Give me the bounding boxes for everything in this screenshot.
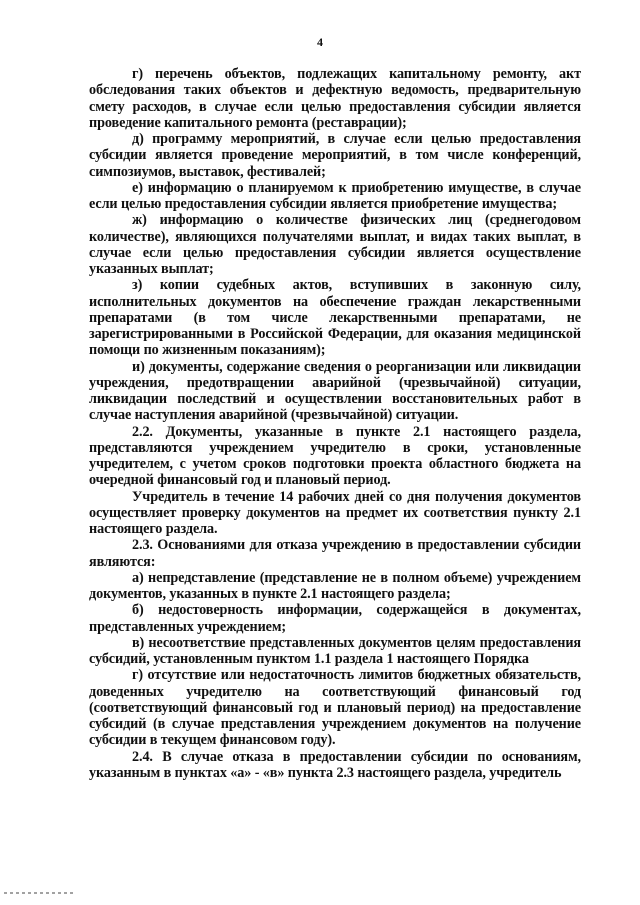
scan-artifact <box>4 892 74 894</box>
paragraph-g-repair-list: г) перечень объектов, подлежащих капитальному ремонту, акт обследования таких объектов и дефектную ведомость, предварительную смету расходов, в случае если целью предоставления субсидии является проведение капитального ремонта (реставрации); <box>89 66 581 131</box>
paragraph-zh-payments-info: ж) информацию о количестве физических лиц (среднегодовом количестве), являющихся получателями выплат, и видах таких выплат, в случае если целью предоставления субсидии является осуществление указанных выплат; <box>89 212 581 277</box>
paragraph-2-2: 2.2. Документы, указанные в пункте 2.1 настоящего раздела, представляются учреждением учредителю в сроки, установленные учредителем, с учетом сроков подготовки проекта областного бюджета на очередной финансовый год и плановый период. <box>89 423 581 489</box>
paragraph-founder-review: Учредитель в течение 14 рабочих дней со дня получения документов осуществляет проверку документов на предмет их соответствия пункту 2.1 настоящего раздела. <box>89 488 581 537</box>
paragraph-a-non-submission: а) непредставление (представление не в полном объеме) учреждением документов, указанных в пункте 2.1 настоящего раздела; <box>89 569 581 602</box>
paragraph-g-budget-limits: г) отсутствие или недостаточность лимитов бюджетных обязательств, доведенных учредителю на соответствующий финансовый год (соответствующий финансовый год и плановый период) на предоставление субсидий (в случае представления учреждением документов на получение субсидии в текущем финансовом году). <box>89 667 581 749</box>
document-body <box>89 66 581 781</box>
paragraph-e-property-info: е) информацию о планируемом к приобретению имуществе, в случае если целью предоставления субсидии является приобретение имущества; <box>89 179 581 212</box>
paragraph-i-reorganization-docs: и) документы, содержание сведения о реорганизации или ликвидации учреждения, предотвращении аварийной (чрезвычайной) ситуации, ликвидации последствий и осуществлении восстановительных работ в случае наступления аварийной (чрезвычайной) ситуации. <box>89 358 581 424</box>
paragraph-d-event-program: д) программу мероприятий, в случае если целью предоставления субсидии является проведение мероприятий, в том числе конференций, симпозиумов, выставок, фестивалей; <box>89 131 581 180</box>
paragraph-2-3: 2.3. Основаниями для отказа учреждению в предоставлении субсидии являются: <box>89 537 581 570</box>
page-number: 4 <box>317 35 323 49</box>
paragraph-b-unreliable-info: б) недостоверность информации, содержащейся в документах, представленных учреждением; <box>89 602 581 635</box>
paragraph-z-court-acts: з) копии судебных актов, вступивших в законную силу, исполнительных документов на обеспечение граждан лекарственными препаратами (в том числе лекарственными препаратами, не зарегистрированными в Российской Федерации, для оказания медицинской помощи по жизненным показаниям); <box>89 277 581 359</box>
paragraph-2-4: 2.4. В случае отказа в предоставлении субсидии по основаниям, указанным в пунктах «а» - «в» пункта 2.3 настоящего раздела, учредитель <box>89 748 581 781</box>
paragraph-v-nonconformity: в) несоответствие представленных документов целям предоставления субсидий, установленным пунктом 1.1 раздела 1 настоящего Порядка <box>89 634 581 667</box>
